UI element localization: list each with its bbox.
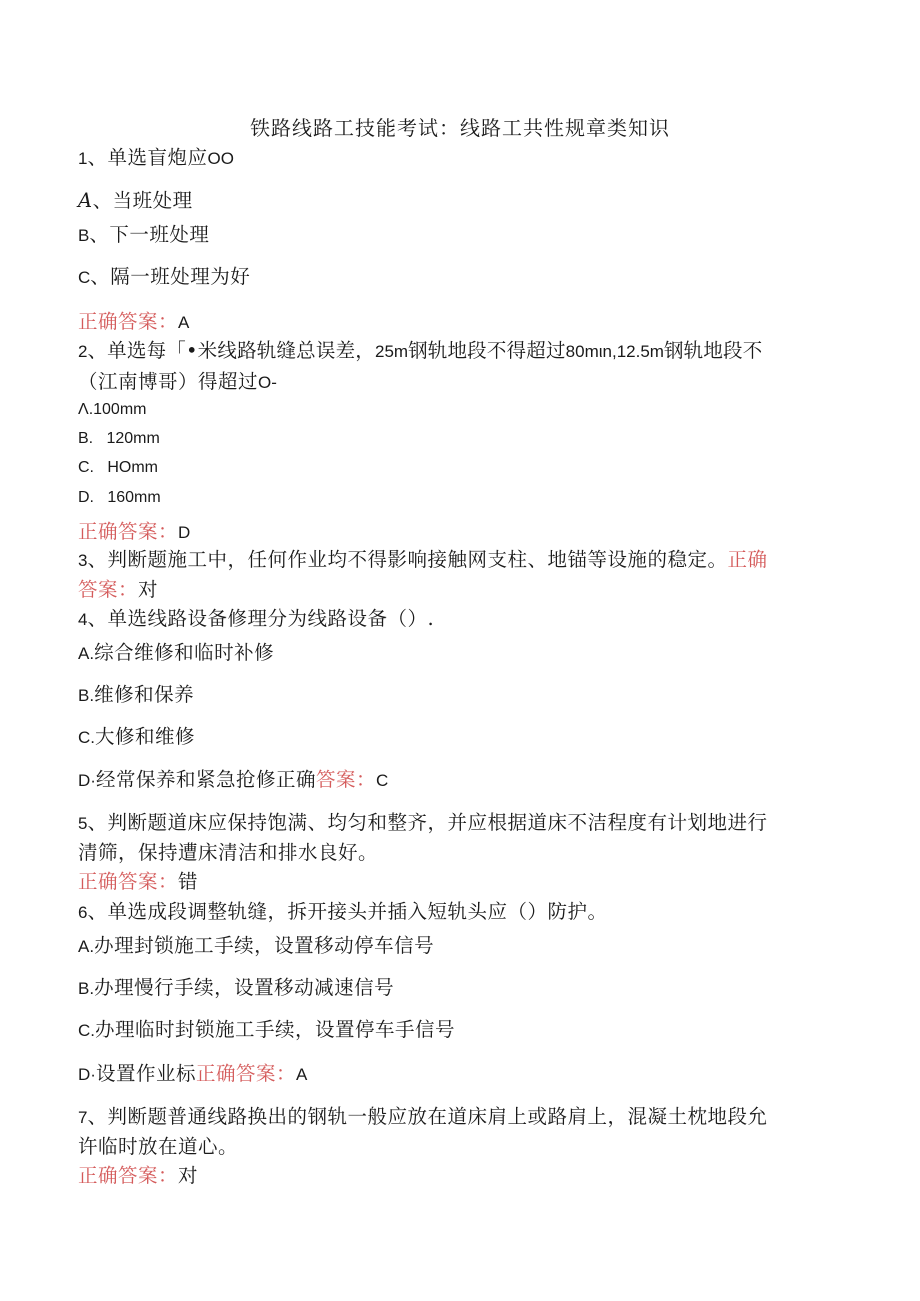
- question-2-option-d: D. 160mm: [78, 489, 161, 506]
- question-2-option-a: Λ.100mm: [78, 401, 147, 418]
- question-7-answer: 正确答案：对: [78, 1164, 199, 1187]
- question-5-stem-line-1: 5、判断题道床应保持饱满、均匀和整齐，并应根据道床不洁程度有计划地进行: [78, 811, 768, 834]
- question-7-stem-line-2: 许临时放在道心。: [78, 1135, 239, 1158]
- question-3-stem: 3、判断题施工中，任何作业均不得影响接触网支柱、地锚等设施的稳定。正确: [78, 548, 768, 571]
- question-2-option-b: B. 120mm: [78, 430, 160, 447]
- question-1-option-b: B、下一班处理: [78, 223, 210, 246]
- question-5-stem-line-2: 清筛，保持遭床清洁和排水良好。: [78, 841, 379, 864]
- question-1-answer: 正确答案：A: [78, 310, 190, 333]
- question-4-stem: 4、单选线路设备修理分为线路设备（）.: [78, 607, 435, 630]
- question-2-option-c: C. HOmm: [78, 459, 158, 476]
- document-title: 铁路线路工技能考试：线路工共性规章类知识: [250, 116, 670, 140]
- question-6-option-d-and-answer: D·设置作业标正确答案：A: [78, 1062, 308, 1085]
- question-2-stem-line-2: （江南博哥）得超过O-: [78, 370, 277, 393]
- question-6-stem: 6、单选成段调整轨缝，拆开接头并插入短轨头应（）防护。: [78, 900, 608, 923]
- question-4-option-d-and-answer: D·经常保养和紧急抢修正确答案：C: [78, 768, 389, 791]
- question-4-option-c: C.大修和维修: [78, 725, 196, 748]
- question-6-option-c: C.办理临时封锁施工手续，设置停车手信号: [78, 1018, 456, 1041]
- question-5-answer: 正确答案：错: [78, 870, 199, 893]
- question-1-option-c: C、隔一班处理为好: [78, 265, 251, 288]
- question-4-option-a: A.综合维修和临时补修: [78, 641, 275, 664]
- question-4-option-b: B.维修和保养: [78, 683, 195, 706]
- question-3-answer: 答案：对: [78, 578, 159, 601]
- question-2-stem-line-1: 2、单选每「•米线路轨缝总误差，25m钢轨地段不得超过80mιn,12.5m钢轨地段不: [78, 339, 763, 362]
- question-1-stem: 1、单选盲炮应OO: [78, 146, 234, 169]
- question-6-option-a: A.办理封锁施工手续，设置移动停车信号: [78, 934, 435, 957]
- question-6-option-b: B.办理慢行手续，设置移动减速信号: [78, 976, 395, 999]
- question-2-answer: 正确答案：D: [78, 520, 191, 543]
- question-1-option-a: A、当班处理: [78, 189, 193, 212]
- question-7-stem-line-1: 7、判断题普通线路换出的钢轨一般应放在道床肩上或路肩上，混凝土枕地段允: [78, 1105, 768, 1128]
